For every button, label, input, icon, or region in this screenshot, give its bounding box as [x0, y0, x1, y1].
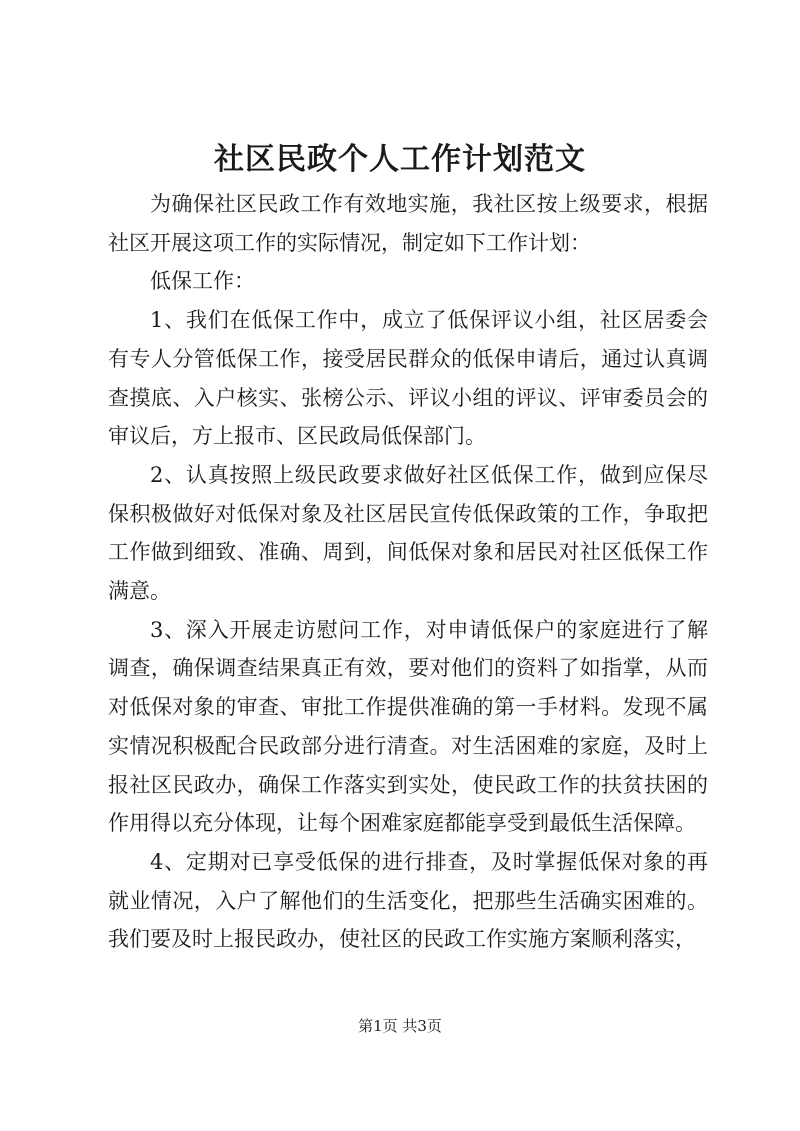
- paragraph-item-1: 1、我们在低保工作中，成立了低保评议小组，社区居委会有专人分管低保工作，接受居民群众的低保申请后，通过认真调查摸底、入户核实、张榜公示、评议小组的评议、评审委员会的审议后，方上报市、区民政局低保部门。: [108, 308, 708, 449]
- document-title: 社区民政个人工作计划范文: [214, 142, 586, 177]
- paragraph-item-4: 4、定期对已享受低保的进行排查，及时掌握低保对象的再就业情况，入户了解他们的生活变化，把那些生活确实困难的。我们要及时上报民政办，使社区的民政工作实施方案顺利落实，: [108, 849, 708, 952]
- paragraph-intro: 为确保社区民政工作有效地实施，我社区按上级要求，根据社区开展这项工作的实际情况，制定如下工作计划：: [108, 192, 708, 255]
- paragraph-item-3: 3、深入开展走访慰问工作，对申请低保户的家庭进行了解调查，确保调查结果真正有效，要对他们的资料了如指掌，从而对低保对象的审查、审批工作提供准确的第一手材料。发现不属实情况积极配合民政部分进行清查。对生活困难的家庭，及时上报社区民政办，确保工作落实到实处，使民政工作的扶贫扶困的作用得以充分体现，让每个困难家庭都能享受到最低生活保障。: [108, 617, 708, 836]
- page-footer: 第1页 共3页: [358, 1017, 442, 1035]
- paragraph-item-2: 2、认真按照上级民政要求做好社区低保工作，做到应保尽保积极做好对低保对象及社区居民宣传低保政策的工作，争取把工作做到细致、准确、周到，间低保对象和居民对社区低保工作满意。: [108, 462, 708, 604]
- paragraph-section-heading: 低保工作：: [150, 269, 255, 294]
- document-body: [108, 185, 708, 959]
